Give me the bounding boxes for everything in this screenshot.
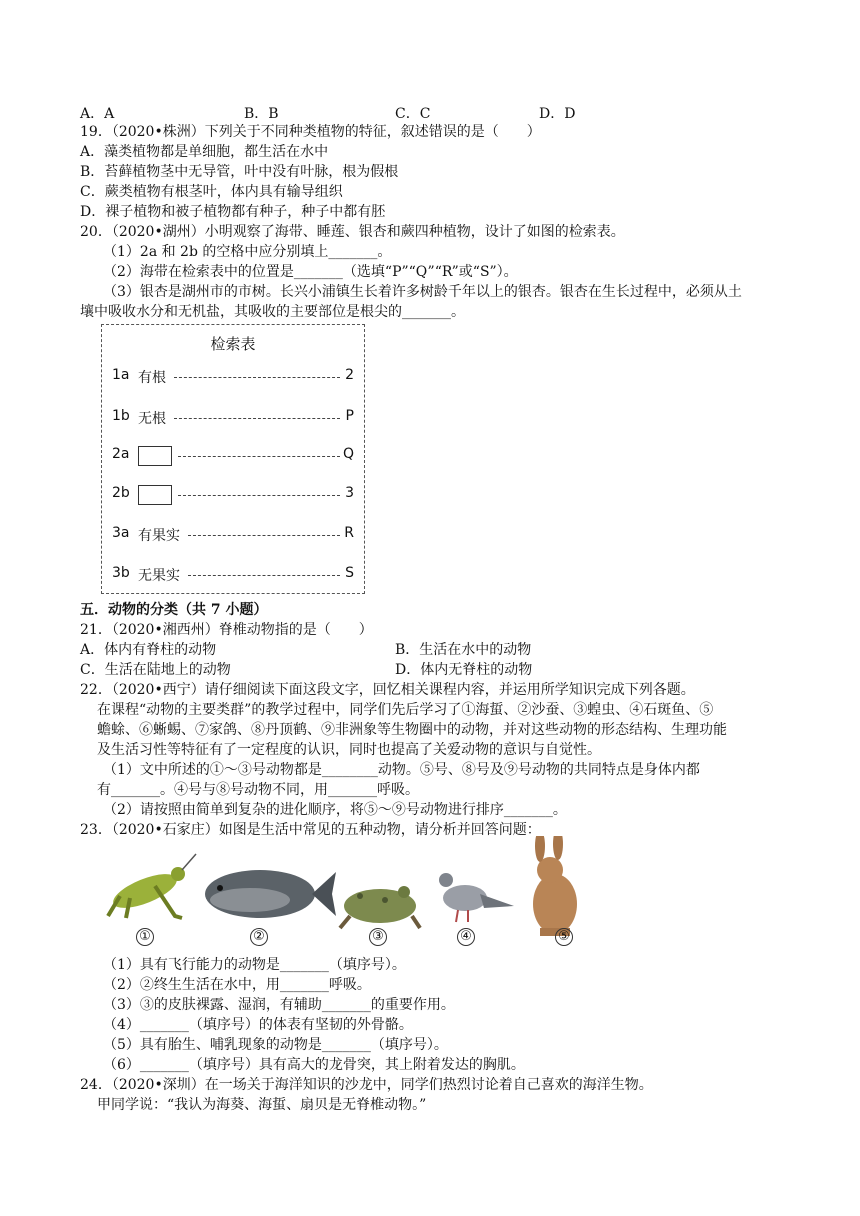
question-21-option-c: C．生活在陆地上的动物 xyxy=(80,662,231,678)
question-21-option-b: B．生活在水中的动物 xyxy=(395,642,532,658)
key-result: R xyxy=(344,525,354,541)
key-row-3b xyxy=(112,565,354,587)
key-row-2a xyxy=(112,446,354,468)
question-23-sub2: （2）②终生生活在水中，用_______呼吸。 xyxy=(103,977,371,993)
key-result: Q xyxy=(342,446,354,462)
frog-image xyxy=(340,886,420,928)
question-21-option-a: A．体内有脊柱的动物 xyxy=(80,642,217,658)
key-row-3a xyxy=(112,525,354,547)
key-text: 无果实 xyxy=(138,568,180,584)
question-23-sub6: （6）_______（填序号）具有高大的龙骨突，其上附着发达的胸肌。 xyxy=(103,1057,525,1073)
rabbit-image xyxy=(533,836,577,936)
key-dashes xyxy=(188,535,340,536)
key-title: 检索表 xyxy=(210,335,256,353)
key-dashes xyxy=(174,377,340,378)
question-19-stem: 19．（2020•株洲）下列关于不同种类植物的特征，叙述错误的是（ ） xyxy=(80,124,541,140)
question-19-option-c: C．蕨类植物有根茎叶，体内具有输导组织 xyxy=(80,184,343,200)
key-row-1a xyxy=(112,367,354,389)
question-22-paragraph-line2: 蟾蜍、⑥蜥蜴、⑦家鸽、⑧丹顶鹤、⑨非洲象等生物圈中的动物，并对这些动物的形态结构、生理功能 xyxy=(97,722,727,738)
key-result: 2 xyxy=(345,367,354,383)
animal-label-1: ① xyxy=(136,928,154,946)
section-heading: 五．动物的分类（共 7 小题） xyxy=(80,602,268,618)
option-b: B．B xyxy=(244,106,279,122)
animals-figure xyxy=(100,836,590,946)
key-code: 2b xyxy=(112,485,130,501)
blank-box xyxy=(138,446,172,466)
question-19-option-b: B．苔藓植物茎中无导管，叶中没有叶脉，根为假根 xyxy=(80,164,399,180)
key-dashes xyxy=(174,418,340,419)
key-code: 2a xyxy=(112,446,130,462)
grasshopper-image xyxy=(108,854,196,918)
question-24-stem: 24．（2020•深圳）在一场关于海洋知识的沙龙中，同学们热烈讨论着自己喜欢的海洋生物。 xyxy=(80,1077,653,1093)
question-22-paragraph-line3: 及生活习性等特征有了一定程度的认识，同时也提高了关爱动物的意识与自觉性。 xyxy=(97,742,601,758)
key-result: P xyxy=(345,408,354,424)
question-20-sub3-line1: （3）银杏是湖州市的市树。长兴小浦镇生长着许多树龄千年以上的银杏。银杏在生长过程中，必须从土 xyxy=(103,284,742,300)
animal-label-5: ⑤ xyxy=(555,928,573,946)
animal-label-4: ④ xyxy=(457,928,475,946)
key-dashes xyxy=(178,495,340,496)
question-22-sub1-line1: （1）文中所述的①～③号动物都是________动物。⑤号、⑧号及⑨号动物的共同特点是身体内都 xyxy=(103,762,700,778)
dichotomous-key-figure xyxy=(101,324,365,594)
question-22-sub1-line2: 有_______。④号与⑧号动物不同，用_______呼吸。 xyxy=(97,782,419,798)
key-dashes xyxy=(188,575,340,576)
key-code: 1a xyxy=(112,367,130,383)
question-23-stem: 23．（2020•石家庄）如图是生活中常见的五种动物，请分析并回答问题： xyxy=(80,822,541,838)
blank-box xyxy=(138,485,172,505)
question-19-option-d: D．裸子植物和被子植物都有种子，种子中都有胚 xyxy=(80,204,386,220)
key-code: 3a xyxy=(112,525,130,541)
question-20-sub1: （1）2a 和 2b 的空格中应分别填上_______。 xyxy=(103,244,392,260)
option-d: D．D xyxy=(539,106,576,122)
question-22-stem: 22．（2020•西宁）请仔细阅读下面这段文字，回忆相关课程内容，并运用所学知识完成下列各题。 xyxy=(80,682,695,698)
question-24-line1: 甲同学说：“我认为海葵、海蜇、扇贝是无脊椎动物。” xyxy=(97,1097,427,1113)
question-20-sub3-line2: 壤中吸收水分和无机盐，其吸收的主要部位是根尖的_______。 xyxy=(80,304,465,320)
question-22-paragraph-line1: 在课程“动物的主要类群”的教学过程中，同学们先后学习了①海蜇、②沙蚕、③蝗虫、④石斑鱼、⑤ xyxy=(97,702,714,718)
question-21-stem: 21．（2020•湘西州）脊椎动物指的是（ ） xyxy=(80,622,373,638)
question-20-sub2: （2）海带在检索表中的位置是_______（选填“P”“Q”“R”或“S”）。 xyxy=(103,264,518,280)
key-text: 有果实 xyxy=(138,528,180,544)
question-23-sub4: （4）_______（填序号）的体表有坚韧的外骨骼。 xyxy=(103,1017,413,1033)
animal-label-2: ② xyxy=(250,928,268,946)
key-text: 有根 xyxy=(138,370,166,386)
key-row-2b xyxy=(112,485,354,507)
option-a: A．A xyxy=(80,106,115,122)
key-row-1b xyxy=(112,408,354,430)
animal-label-3: ③ xyxy=(369,928,387,946)
question-19-option-a: A．藻类植物都是单细胞，都生活在水中 xyxy=(80,144,329,160)
key-result: S xyxy=(345,565,354,581)
key-result: 3 xyxy=(345,485,354,501)
pigeon-image xyxy=(439,873,514,922)
question-21-option-d: D．体内无脊柱的动物 xyxy=(395,662,533,678)
option-c: C．C xyxy=(395,106,431,122)
question-20-stem: 20．（2020•湖州）小明观察了海带、睡莲、银杏和蕨四种植物，设计了如图的检索表。 xyxy=(80,224,625,240)
fish-image xyxy=(205,870,336,918)
question-22-sub2: （2）请按照由简单到复杂的进化顺序，将⑤～⑨号动物进行排序_______。 xyxy=(103,802,567,818)
question-23-sub3: （3）③的皮肤裸露、湿润，有辅助_______的重要作用。 xyxy=(103,997,455,1013)
key-dashes xyxy=(178,456,340,457)
question-23-sub1: （1）具有飞行能力的动物是_______（填序号）。 xyxy=(103,957,406,973)
key-text: 无根 xyxy=(138,411,166,427)
key-code: 1b xyxy=(112,408,130,424)
key-code: 3b xyxy=(112,565,130,581)
question-23-sub5: （5）具有胎生、哺乳现象的动物是_______（填序号）。 xyxy=(103,1037,448,1053)
